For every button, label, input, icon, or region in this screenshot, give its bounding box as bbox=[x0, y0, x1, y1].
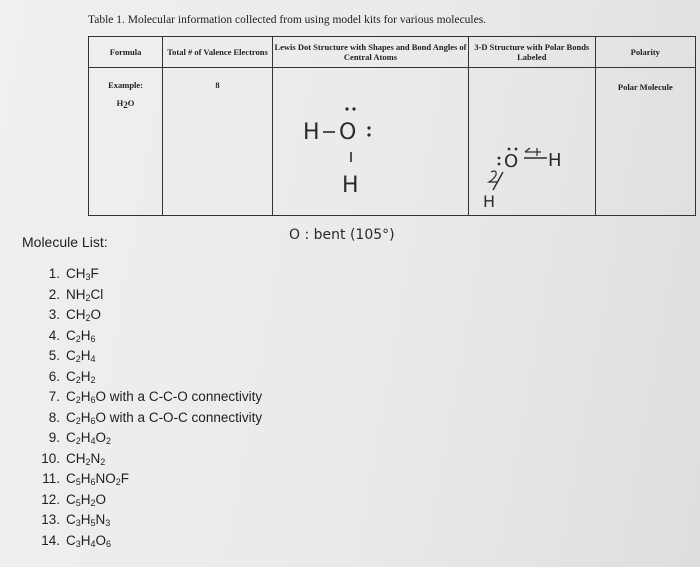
example-formula: $H_2O$ bbox=[116, 98, 135, 110]
item-number: 11. bbox=[42, 471, 60, 486]
header-valence-electrons: Total # of Valence Electrons bbox=[163, 37, 273, 68]
table-row-example bbox=[89, 68, 696, 216]
connectivity-note: with a C-O-C connectivity bbox=[106, 409, 263, 425]
3d-atom-h-right: H bbox=[547, 150, 562, 171]
header-polarity: Polarity bbox=[595, 37, 695, 68]
header-formula: Formula bbox=[89, 37, 163, 68]
connectivity-note: with a C-C-O connectivity bbox=[106, 389, 263, 404]
example-label: Example: bbox=[108, 80, 144, 90]
lone-pair-dot bbox=[345, 107, 348, 110]
molecule-list-item bbox=[20, 510, 262, 531]
item-number: 7. bbox=[48, 389, 60, 404]
table-caption: Table 1. Molecular information collected from using model kits for various molecules. bbox=[88, 14, 487, 26]
item-number: 13. bbox=[41, 512, 60, 527]
molecule-list-item bbox=[20, 346, 262, 367]
cell-3d-structure bbox=[468, 68, 595, 216]
molecule-list-title: Molecule List: bbox=[22, 234, 108, 250]
molecule-list-item bbox=[20, 408, 262, 429]
dipole-arrow-head bbox=[525, 148, 530, 152]
cell-formula bbox=[89, 68, 163, 216]
item-number: 1. bbox=[48, 266, 60, 281]
molecule-list bbox=[20, 264, 262, 551]
molecule-list-item bbox=[20, 449, 262, 470]
lewis-atom-h-bottom: H bbox=[342, 173, 359, 198]
lewis-atom-o: O bbox=[339, 120, 357, 145]
cell-valence-electrons bbox=[163, 68, 273, 216]
molecule-list-item bbox=[20, 387, 262, 408]
item-number: 2. bbox=[48, 286, 60, 302]
table-header-row bbox=[89, 37, 696, 68]
example-polarity: Polar Molecule bbox=[617, 82, 673, 92]
item-number: 4. bbox=[48, 327, 60, 343]
3d-atom-o: O bbox=[503, 151, 519, 172]
item-number: 12. bbox=[41, 491, 60, 507]
molecule-list-item bbox=[20, 285, 262, 306]
lone-pair-dot bbox=[515, 148, 518, 151]
molecular-info-table bbox=[88, 36, 696, 243]
header-lewis-structure: Lewis Dot Structure with Shapes and Bond Angles of Central Atoms bbox=[273, 37, 469, 68]
molecule-formula: $C_3H_4O_6$ bbox=[66, 532, 112, 549]
lone-pair-dot bbox=[498, 157, 501, 160]
lone-pair-dot bbox=[508, 148, 511, 151]
item-number: 10. bbox=[41, 450, 60, 466]
header-3d-structure: 3-D Structure with Polar Bonds Labeled bbox=[468, 37, 595, 68]
lone-pair-dot bbox=[498, 163, 501, 166]
lewis-structure-drawing bbox=[273, 68, 437, 243]
molecule-list-item bbox=[20, 264, 262, 285]
molecule-list-item bbox=[20, 326, 262, 347]
molecule-formula: $C_5H_2O$ bbox=[66, 491, 107, 508]
lone-pair-dot bbox=[352, 107, 355, 110]
molecule-formula: $C_3H_5N_3$ bbox=[66, 512, 111, 528]
molecule-formula: $CH_3F$ bbox=[66, 266, 99, 282]
item-number: 3. bbox=[48, 307, 60, 322]
molecule-formula: $CH_2N_2$ bbox=[66, 450, 106, 467]
molecule-formula: $C_5H_6NO_2F$ bbox=[66, 471, 130, 487]
item-number: 5. bbox=[48, 348, 60, 363]
molecule-list-item bbox=[20, 428, 262, 449]
3d-structure-drawing bbox=[469, 68, 575, 218]
example-electrons: 8 bbox=[215, 80, 220, 90]
molecule-formula: $C_2H_4O_2$ bbox=[66, 430, 112, 446]
3d-atom-h-bottom: H bbox=[482, 192, 495, 211]
3d-bond-o-h bbox=[493, 172, 503, 190]
molecule-list-item bbox=[20, 531, 262, 552]
item-number: 14. bbox=[41, 532, 60, 548]
dipole-arrow bbox=[489, 171, 497, 182]
item-number: 6. bbox=[48, 368, 60, 384]
molecule-formula: $CH_2O$ bbox=[66, 307, 102, 323]
molecule-formula: $C_2H_2$ bbox=[66, 368, 96, 385]
molecule-list-item bbox=[20, 367, 262, 388]
lewis-atom-h-left: H bbox=[303, 120, 320, 145]
molecule-formula: $C_2H_6O$ bbox=[66, 389, 107, 405]
item-number: 8. bbox=[48, 409, 60, 425]
molecule-formula: $C_2H_6O$ bbox=[66, 409, 107, 426]
cell-lewis-structure bbox=[273, 68, 469, 243]
lone-pair-dot bbox=[367, 126, 370, 129]
molecule-formula: $C_2H_6$ bbox=[66, 327, 96, 344]
lone-pair-dot bbox=[367, 133, 370, 136]
lewis-shape-note: O : bent (105°) bbox=[289, 227, 395, 243]
molecule-formula: $C_2H_4$ bbox=[66, 348, 96, 364]
molecule-list-item bbox=[20, 305, 262, 326]
item-number: 9. bbox=[48, 430, 60, 445]
molecule-list-item bbox=[20, 490, 262, 511]
cell-polarity bbox=[595, 68, 695, 216]
molecule-formula: $NH_2Cl$ bbox=[66, 286, 104, 303]
molecule-list-item bbox=[20, 469, 262, 490]
